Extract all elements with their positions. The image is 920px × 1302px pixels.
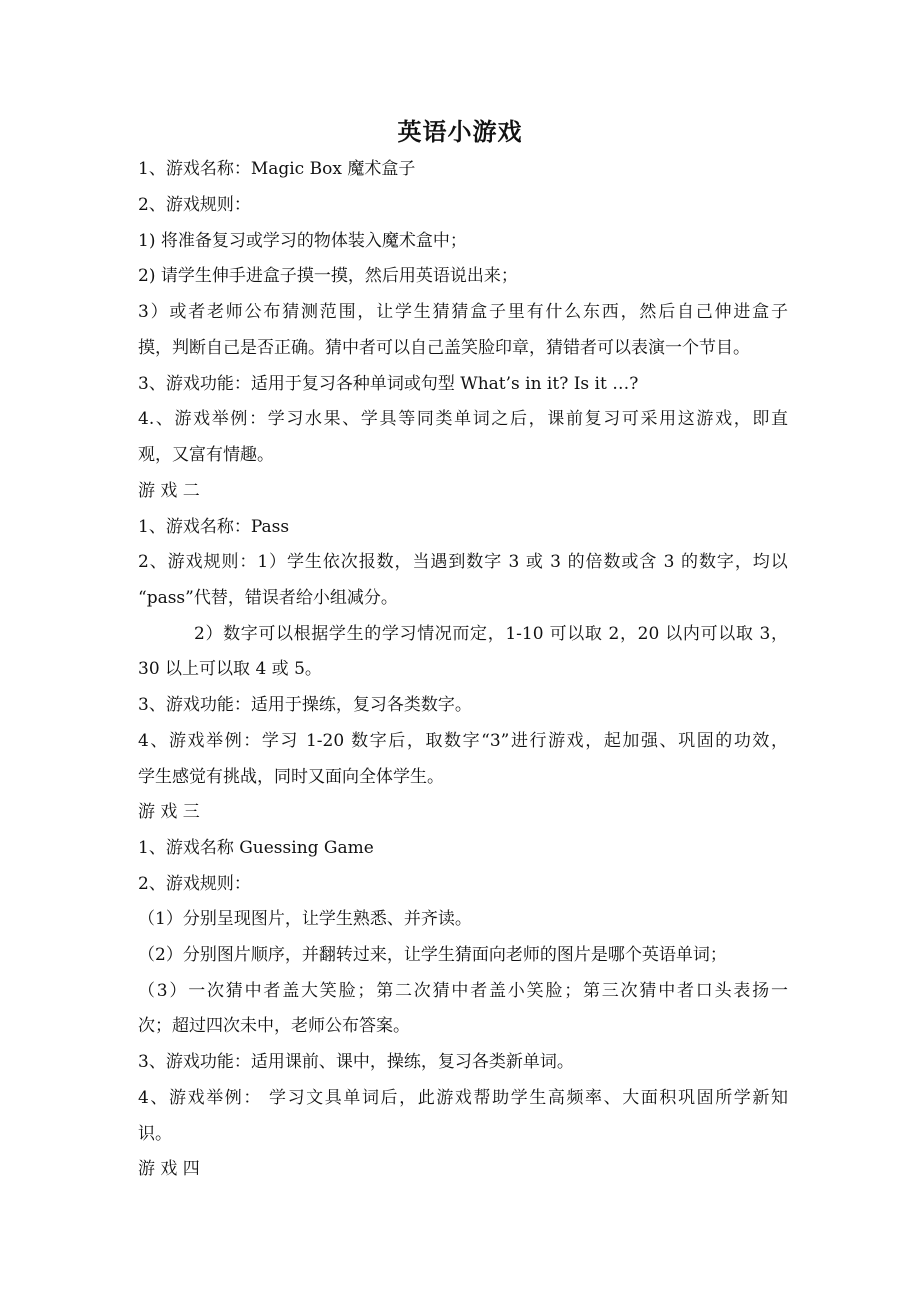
paragraph-line: 2）数字可以根据学生的学习情况而定，1-10 可以取 2，20 以内可以取 3，: [194, 624, 788, 644]
paragraph-line: 4、游戏举例： 学习文具单词后，此游戏帮助学生高频率、大面积巩固所学新知: [138, 1088, 788, 1108]
paragraph-line: 3、游戏功能：适用课前、课中，操练，复习各类新单词。: [138, 1052, 574, 1072]
paragraph-line: （3）一次猜中者盖大笑脸；第二次猜中者盖小笑脸；第三次猜中者口头表扬一: [138, 981, 788, 1001]
paragraph-line: 30 以上可以取 4 或 5。: [138, 659, 322, 679]
paragraph-line: 1、游戏名称 Guessing Game: [138, 838, 374, 858]
section-heading: 游 戏 四: [138, 1159, 200, 1179]
paragraph-line: “pass”代替，错误者给小组减分。: [138, 588, 398, 608]
paragraph-line: 4.、游戏举例：学习水果、学具等同类单词之后，课前复习可采用这游戏，即直: [138, 409, 788, 429]
paragraph-line: 次；超过四次未中，老师公布答案。: [138, 1016, 410, 1036]
paragraph-line: 摸，判断自己是否正确。猜中者可以自己盖笑脸印章，猜错者可以表演一个节目。: [138, 338, 750, 358]
paragraph-line: 1、游戏名称：Magic Box 魔术盒子: [138, 159, 416, 179]
paragraph-line: （1）分别呈现图片，让学生熟悉、并齐读。: [138, 909, 472, 929]
paragraph-line: 4、游戏举例：学习 1-20 数字后，取数字“3”进行游戏，起加强、巩固的功效，: [138, 731, 788, 751]
paragraph-line: 2、游戏规则：: [138, 874, 251, 894]
paragraph-line: 识。: [138, 1124, 172, 1144]
paragraph-line: 1、游戏名称：Pass: [138, 517, 290, 537]
paragraph-line: 2、游戏规则：1）学生依次报数，当遇到数字 3 或 3 的倍数或含 3 的数字，均以: [138, 552, 788, 572]
paragraph-line: 1) 将准备复习或学习的物体装入魔术盒中；: [138, 231, 467, 251]
document-title: 英语小游戏: [397, 117, 523, 146]
section-heading: 游 戏 三: [138, 802, 200, 822]
paragraph-line: 学生感觉有挑战，同时又面向全体学生。: [138, 767, 444, 787]
paragraph-line: 3）或者老师公布猜测范围，让学生猜猜盒子里有什么东西，然后自己伸进盒子: [138, 302, 788, 322]
paragraph-line: 2) 请学生伸手进盒子摸一摸，然后用英语说出来；: [138, 266, 518, 286]
section-heading: 游 戏 二: [138, 481, 200, 501]
paragraph-line: 2、游戏规则：: [138, 195, 251, 215]
paragraph-line: 观，又富有情趣。: [138, 445, 274, 465]
paragraph-line: 3、游戏功能：适用于操练，复习各类数字。: [138, 695, 472, 715]
paragraph-line: 3、游戏功能：适用于复习各种单词或句型 What’s in it? Is it …?: [138, 374, 639, 394]
paragraph-line: （2）分别图片顺序，并翻转过来，让学生猜面向老师的图片是哪个英语单词；: [138, 945, 727, 965]
